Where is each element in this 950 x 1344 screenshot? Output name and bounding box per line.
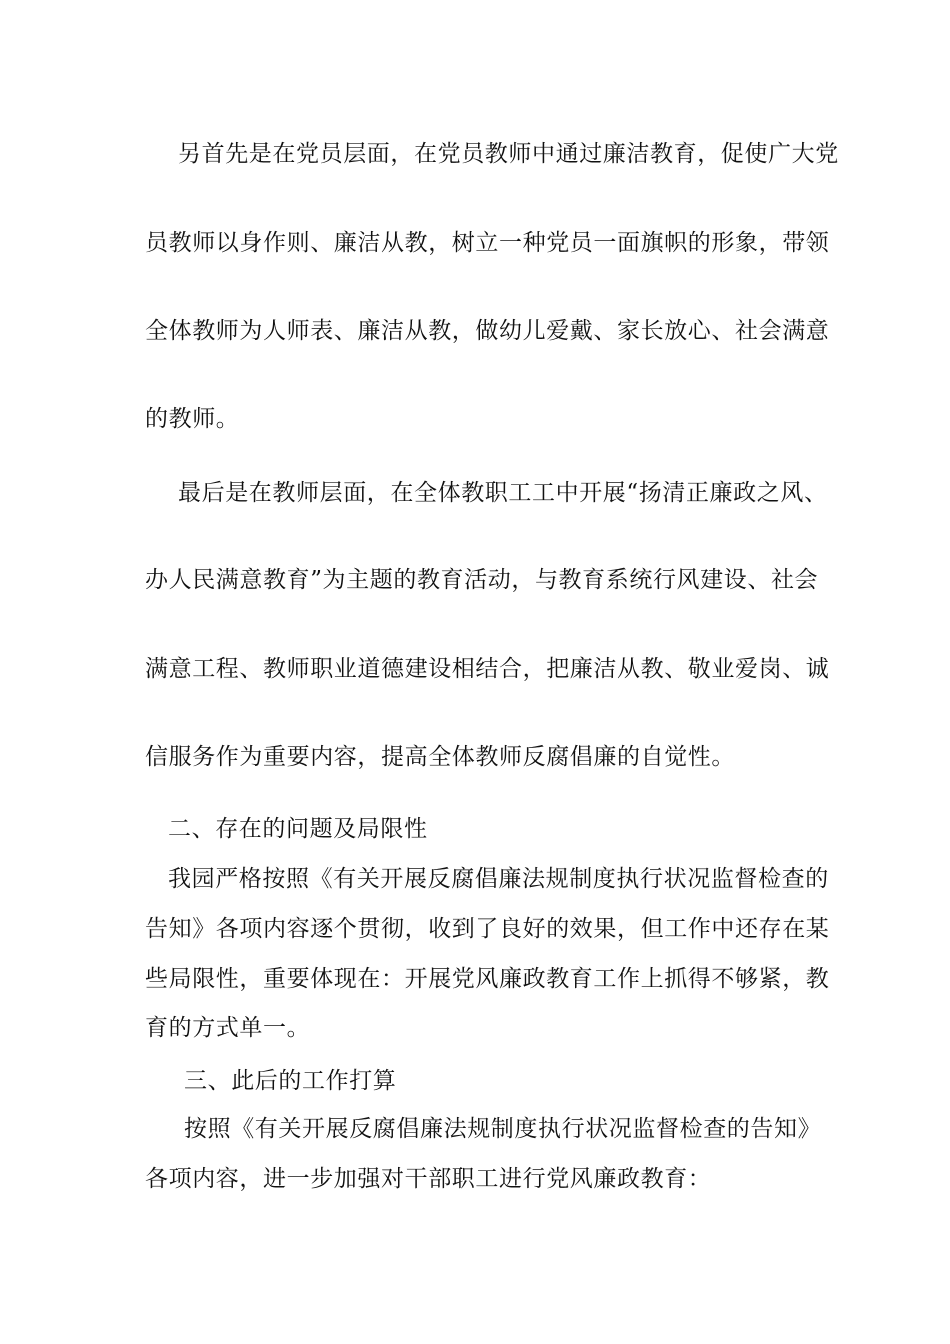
paragraph-1-line-4: 的教师。: [145, 406, 240, 432]
paragraph-2-line-3: 满意工程、教师职业道德建设相结合，把廉洁从教、敬业爱岗、诚: [145, 656, 830, 682]
paragraph-3-line-3: 些局限性，重要体现在：开展党风廉政教育工作上抓得不够紧，教: [145, 966, 830, 992]
paragraph-2-line-2: 办人民满意教育”为主题的教育活动，与教育系统行风建设、社会: [145, 567, 819, 593]
paragraph-2-line-4: 信服务作为重要内容，提高全体教师反腐倡廉的自觉性。: [145, 744, 735, 770]
paragraph-3-line-2: 告知》各项内容逐个贯彻，收到了良好的效果，但工作中还存在某: [145, 916, 830, 942]
section-heading-problems: 二、存在的问题及局限性: [168, 816, 428, 842]
paragraph-1-line-3: 全体教师为人师表、廉洁从教，做幼儿爱戴、家长放心、社会满意: [145, 318, 830, 344]
paragraph-3-line-1: 我园严格按照《有关开展反腐倡廉法规制度执行状况监督检查的: [168, 866, 829, 892]
paragraph-1-line-1: 另首先是在党员层面，在党员教师中通过廉洁教育，促使广大党: [178, 141, 839, 167]
paragraph-2-line-1: 最后是在教师层面，在全体教职工工中开展“扬清正廉政之风、: [178, 480, 828, 506]
section-heading-future-plan: 三、此后的工作打算: [184, 1068, 397, 1094]
paragraph-1-line-2: 员教师以身作则、廉洁从教，树立一种党员一面旗帜的形象，带领: [145, 230, 830, 256]
paragraph-4-line-1: 按照《有关开展反腐倡廉法规制度执行状况监督检查的告知》: [184, 1116, 822, 1142]
paragraph-4-line-2: 各项内容，进一步加强对干部职工进行党风廉政教育：: [145, 1166, 712, 1192]
paragraph-3-line-4: 育的方式单一。: [145, 1015, 311, 1041]
